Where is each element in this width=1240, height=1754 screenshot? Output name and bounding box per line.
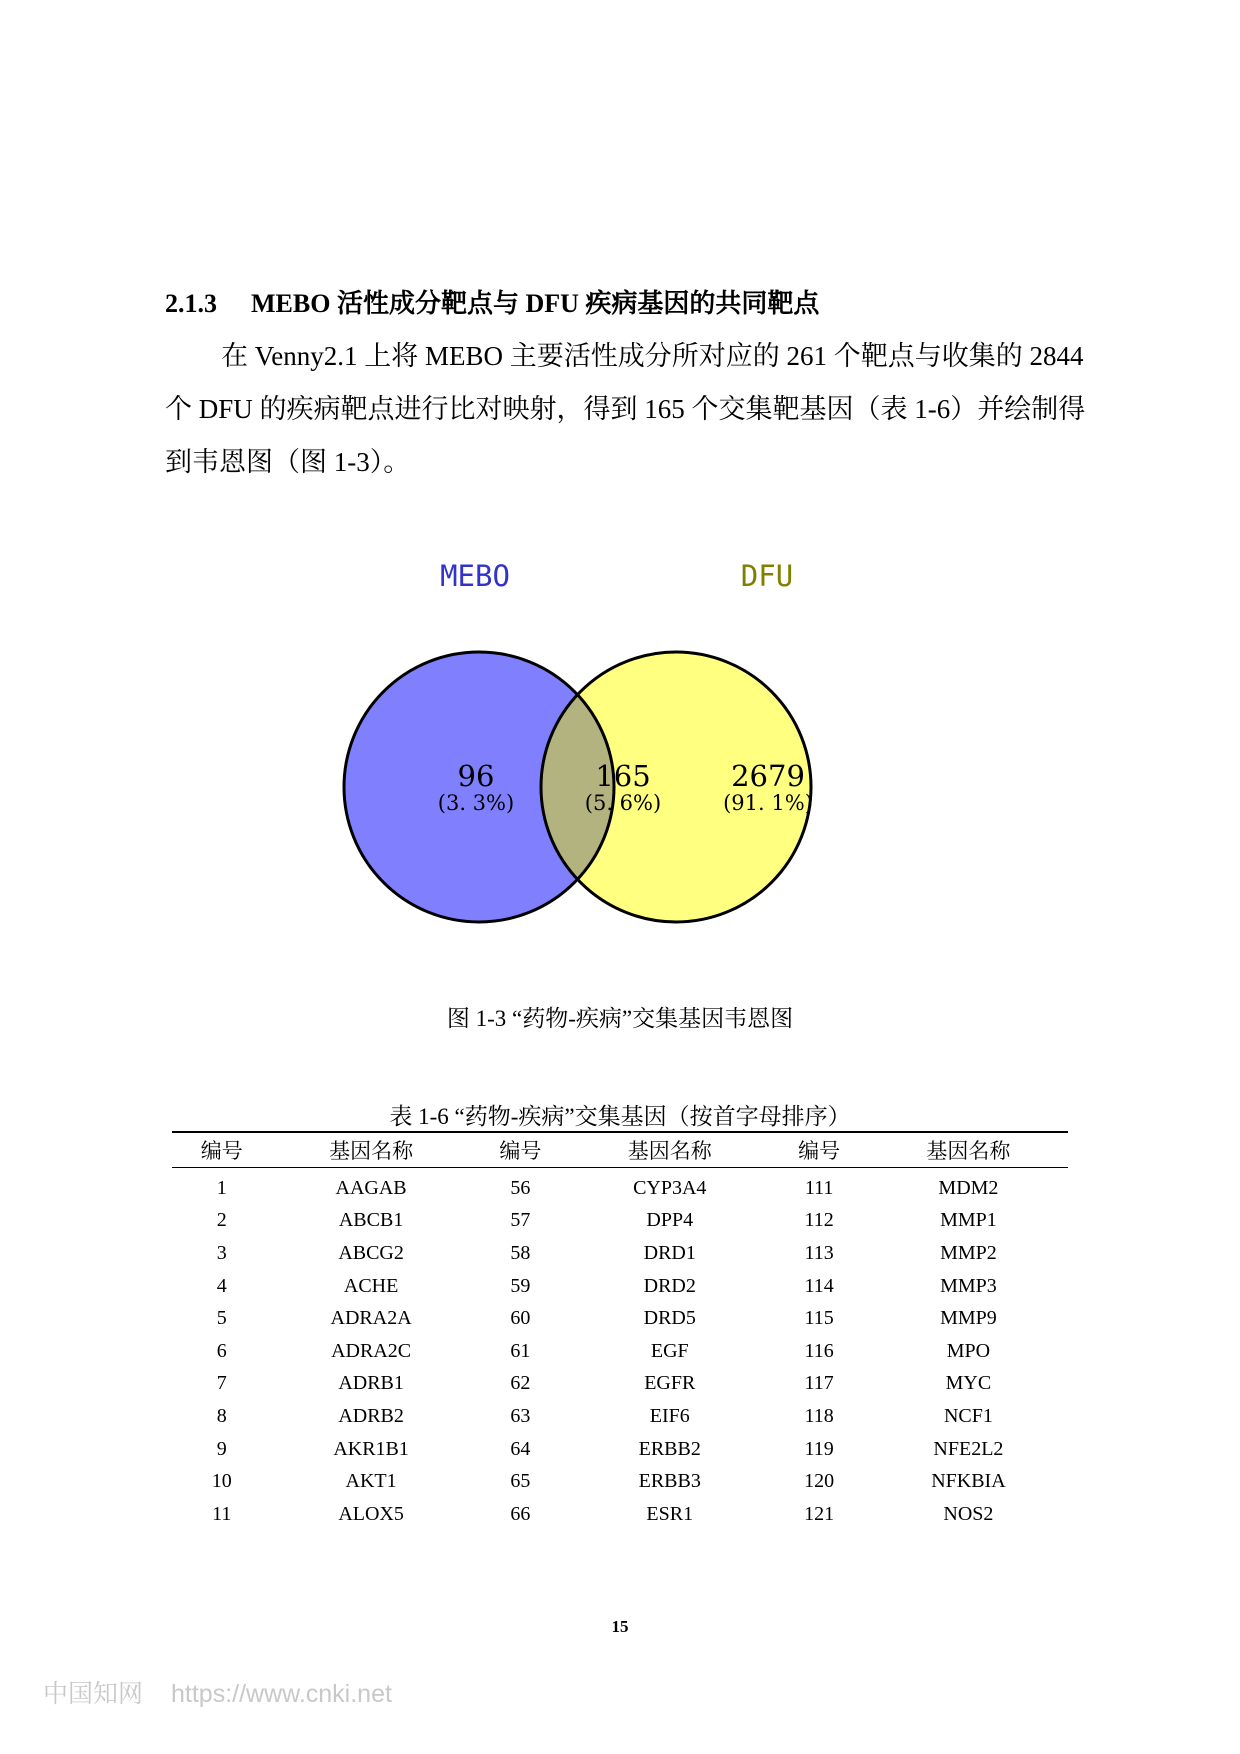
- row-number-cell: 65: [510, 1470, 531, 1493]
- table-row: [172, 1498, 1068, 1531]
- figure-caption: 图 1-3 “药物-疾病”交集基因韦恩图: [446, 1006, 794, 1031]
- table-row: [172, 1400, 1068, 1433]
- row-number-cell: 62: [510, 1372, 531, 1395]
- gene-name-cell: DRD5: [643, 1307, 696, 1330]
- header-cell: 基因名称: [570, 1132, 769, 1168]
- gene-name-cell: MMP9: [940, 1307, 997, 1330]
- row-number-cell: 112: [804, 1209, 834, 1232]
- table-body: [172, 1168, 1068, 1531]
- venn-region-dfu-count: 2679: [731, 759, 805, 793]
- section-heading: [165, 283, 819, 320]
- row-number-cell: 9: [216, 1437, 227, 1460]
- gene-name-cell: ADRB1: [338, 1372, 404, 1395]
- gene-name-cell: ESR1: [646, 1502, 694, 1525]
- gene-name-cell: EGFR: [644, 1372, 696, 1395]
- gene-name-cell: DRD1: [643, 1241, 696, 1264]
- gene-name-cell: ADRA2A: [330, 1307, 412, 1330]
- gene-name-cell: ADRB2: [338, 1404, 404, 1427]
- table-row: [172, 1270, 1068, 1303]
- table-row: [172, 1302, 1068, 1335]
- row-number-cell: 7: [216, 1372, 227, 1395]
- gene-name-cell: CYP3A4: [633, 1176, 707, 1199]
- header-cell: 编号: [172, 1132, 272, 1168]
- row-number-cell: 11: [212, 1502, 232, 1525]
- header-cell: 编号: [769, 1132, 869, 1168]
- gene-name-cell: AAGAB: [335, 1176, 407, 1199]
- row-number-cell: 113: [804, 1241, 834, 1264]
- gene-name-cell: ERBB2: [638, 1437, 701, 1460]
- row-number-cell: 61: [510, 1339, 531, 1362]
- gene-name-cell: NFE2L2: [933, 1437, 1004, 1460]
- venn-region-dfu-percent: (91. 1%): [723, 791, 813, 815]
- gene-name-cell: NCF1: [943, 1404, 993, 1427]
- row-number-cell: 118: [804, 1404, 834, 1427]
- row-number-cell: 66: [510, 1502, 531, 1525]
- gene-name-cell: ABCB1: [338, 1209, 404, 1232]
- gene-name-cell: EIF6: [649, 1404, 690, 1427]
- gene-name-cell: MMP1: [940, 1209, 997, 1232]
- row-number-cell: 115: [804, 1307, 834, 1330]
- gene-table: [172, 1131, 1068, 1531]
- row-number-cell: 116: [804, 1339, 834, 1362]
- gene-name-cell: ADRA2C: [331, 1339, 412, 1362]
- gene-name-cell: ABCG2: [338, 1241, 404, 1264]
- row-number-cell: 6: [216, 1339, 227, 1362]
- gene-name-cell: NOS2: [943, 1502, 994, 1525]
- venn-set-label-mebo: MEBO: [440, 559, 510, 593]
- gene-name-cell: ALOX5: [338, 1502, 404, 1525]
- gene-name-cell: AKR1B1: [333, 1437, 409, 1460]
- table-row: [172, 1205, 1068, 1238]
- header-cell: 基因名称: [869, 1132, 1068, 1168]
- row-number-cell: 57: [510, 1209, 531, 1232]
- gene-name-cell: MMP3: [940, 1274, 997, 1297]
- gene-name-cell: EGF: [650, 1339, 689, 1362]
- watermark-url: https://www.cnki.net: [171, 1680, 392, 1708]
- row-number-cell: 60: [510, 1307, 531, 1330]
- row-number-cell: 119: [804, 1437, 834, 1460]
- row-number-cell: 2: [216, 1209, 227, 1232]
- gene-name-cell: NFKBIA: [931, 1470, 1006, 1493]
- row-number-cell: 117: [804, 1372, 834, 1395]
- row-number-cell: 111: [804, 1176, 834, 1199]
- gene-name-cell: MMP2: [940, 1241, 997, 1264]
- header-cell: 基因名称: [272, 1132, 471, 1168]
- row-number-cell: 114: [804, 1274, 834, 1297]
- row-number-cell: 3: [216, 1241, 227, 1264]
- row-number-cell: 1: [216, 1176, 227, 1199]
- table-header-row: [172, 1132, 1068, 1168]
- row-number-cell: 8: [216, 1404, 227, 1427]
- venn-region-intersection-percent: (5. 6%): [584, 791, 662, 815]
- gene-name-cell: AKT1: [345, 1470, 397, 1493]
- table-caption: 表 1-6 “药物-疾病”交集基因（按首字母排序）: [389, 1104, 851, 1129]
- gene-name-cell: MDM2: [938, 1176, 999, 1199]
- gene-name-cell: MYC: [945, 1372, 992, 1395]
- cnki-watermark: [43, 1674, 392, 1710]
- section-number: 2.1.3: [165, 289, 217, 318]
- section-title: MEBO 活性成分靶点与 DFU 疾病基因的共同靶点: [251, 289, 820, 318]
- table-row: [172, 1368, 1068, 1401]
- row-number-cell: 120: [804, 1470, 835, 1493]
- table-row: [172, 1465, 1068, 1498]
- row-number-cell: 58: [510, 1241, 531, 1264]
- venn-region-mebo-percent: (3. 3%): [437, 791, 515, 815]
- table-row: [172, 1433, 1068, 1466]
- row-number-cell: 5: [216, 1307, 227, 1330]
- venn-diagram: [0, 540, 1240, 980]
- venn-region-mebo-count: 96: [457, 759, 495, 793]
- header-cell: 编号: [471, 1132, 571, 1168]
- gene-name-cell: DPP4: [646, 1209, 694, 1232]
- table-row: [172, 1237, 1068, 1270]
- gene-name-cell: ACHE: [343, 1274, 399, 1297]
- row-number-cell: 64: [510, 1437, 531, 1460]
- gene-name-cell: ERBB3: [638, 1470, 701, 1493]
- table-row: [172, 1168, 1068, 1205]
- row-number-cell: 59: [510, 1274, 531, 1297]
- body-paragraph: 在 Venny2.1 上将 MEBO 主要活性成分所对应的 261 个靶点与收集的 2844 个 DFU 的疾病靶点进行比对映射，得到 165 个交集靶基因（表 1-6）并绘制得到韦恩图（图 1-3）。: [165, 341, 1086, 477]
- table-row: [172, 1335, 1068, 1368]
- venn-set-label-dfu: DFU: [740, 559, 794, 593]
- watermark-brand: 中国知网: [43, 1680, 144, 1708]
- row-number-cell: 56: [510, 1176, 531, 1199]
- row-number-cell: 121: [804, 1502, 835, 1525]
- venn-region-intersection-count: 165: [595, 759, 651, 793]
- gene-name-cell: MPO: [946, 1339, 991, 1362]
- row-number-cell: 63: [510, 1404, 531, 1427]
- row-number-cell: 10: [211, 1470, 232, 1493]
- row-number-cell: 4: [216, 1274, 227, 1297]
- page-number: 15: [611, 1617, 629, 1636]
- gene-name-cell: DRD2: [643, 1274, 696, 1297]
